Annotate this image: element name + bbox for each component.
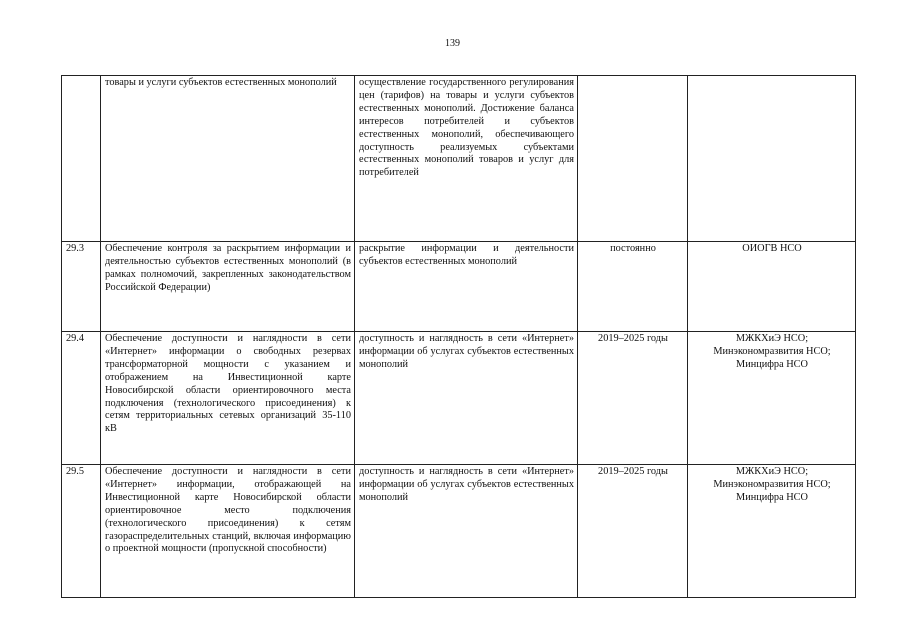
deadline: постоянно <box>578 242 688 332</box>
table-row <box>62 332 856 465</box>
measures-table <box>61 75 856 598</box>
expected-result: доступность и наглядность в сети «Интернет» информации об услугах субъектов естественных монополий <box>355 332 578 465</box>
expected-result: доступность и наглядность в сети «Интернет» информации об услугах субъектов естественных монополий <box>355 465 578 598</box>
measure-name: Обеспечение доступности и наглядности в сети «Интернет» информации, отображающей на Инвестиционной карте Новосибирской области ориентировочное место подключения (технологического присоединения) к сетям газораспределительных станций, включая информацию о проектной мощности (пропускной способности) <box>101 465 355 598</box>
deadline: 2019–2025 годы <box>578 465 688 598</box>
measure-name: Обеспечение контроля за раскрытием информации и деятельностью субъектов естественных монополий (в рамках полномочий, закрепленных законодательством Российской Федерации) <box>101 242 355 332</box>
table-row <box>62 465 856 598</box>
table-row <box>62 242 856 332</box>
row-number: 29.4 <box>62 332 101 465</box>
measure-name: Обеспечение доступности и наглядности в сети «Интернет» информации о свободных резервах трансформаторной мощности с указанием и отображением на Инвестиционной карте Новосибирской области ориентировочного места подключения (технологического присоединения) к сетям территориальных сетевых организаций 35-110 кВ <box>101 332 355 465</box>
measure-name: товары и услуги субъектов естественных монополий <box>101 76 355 242</box>
deadline <box>578 76 688 242</box>
executor <box>688 76 856 242</box>
expected-result: осуществление государственного регулирования цен (тарифов) на товары и услуги субъектов естественных монополий. Достижение баланса интересов потребителей и субъектов естественных монополий, обеспечивающего доступность реализуемых субъектами естественных монополий товаров и услуг для потребителей <box>355 76 578 242</box>
page-number: 139 <box>445 38 460 49</box>
row-number <box>62 76 101 242</box>
executor: МЖКХиЭ НСО; Минэкономразвития НСО; Минцифра НСО <box>688 465 856 598</box>
executor: МЖКХиЭ НСО; Минэкономразвития НСО; Минцифра НСО <box>688 332 856 465</box>
row-number: 29.5 <box>62 465 101 598</box>
expected-result: раскрытие информации и деятельности субъектов естественных монополий <box>355 242 578 332</box>
deadline: 2019–2025 годы <box>578 332 688 465</box>
row-number: 29.3 <box>62 242 101 332</box>
table-row <box>62 76 856 242</box>
executor: ОИОГВ НСО <box>688 242 856 332</box>
